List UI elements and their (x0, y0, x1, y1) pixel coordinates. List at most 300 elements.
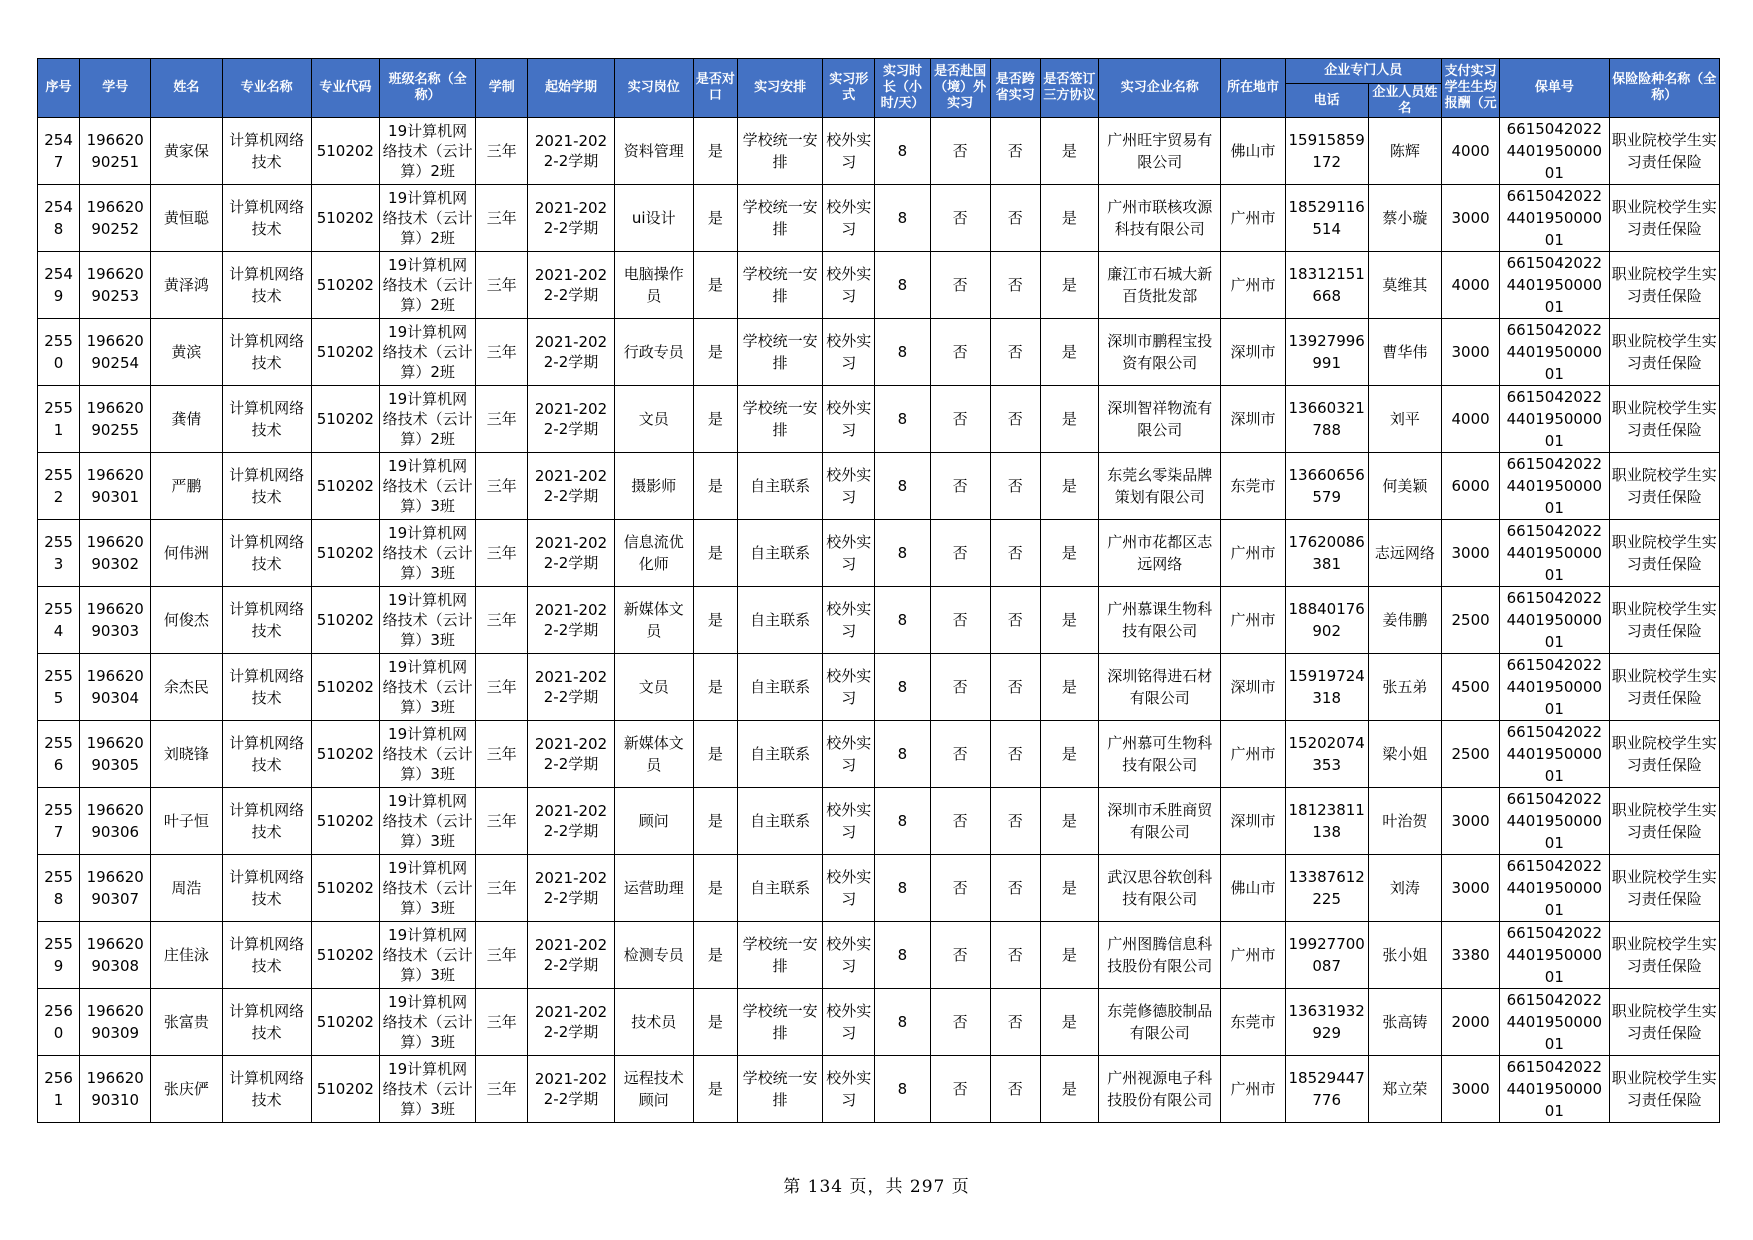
cell-abroad: 否 (930, 855, 990, 922)
cell-tripartite: 是 (1040, 185, 1098, 252)
cell-class-text: 19计算机网络技术（云计算）3班 (382, 524, 473, 582)
cell-company: 东莞幺零柒品牌策划有限公司 (1099, 453, 1221, 520)
cell-start-term (528, 319, 614, 386)
cell-student-id: 19662090301 (80, 453, 151, 520)
cell-position: 摄影师 (614, 453, 693, 520)
cell-major-code: 510202 (311, 185, 379, 252)
cell-major-code: 510202 (311, 587, 379, 654)
cell-insurance: 职业院校学生实习责任保险 (1609, 319, 1720, 386)
cell-contact-name: 郑立荣 (1368, 1056, 1441, 1123)
cell-class-text: 19计算机网络技术（云计算）2班 (382, 256, 473, 314)
cell-hours: 8 (875, 453, 930, 520)
cell-city: 广州市 (1221, 587, 1285, 654)
cell-company: 深圳智祥物流有限公司 (1099, 386, 1221, 453)
cell-form: 校外实习 (823, 989, 875, 1056)
cell-name: 庄佳泳 (151, 922, 222, 989)
cell-major: 计算机网络技术 (222, 1056, 311, 1123)
cell-tripartite: 是 (1040, 1056, 1098, 1123)
cell-class (379, 185, 475, 252)
cell-student-id: 19662090308 (80, 922, 151, 989)
cell-cross-province: 否 (990, 855, 1040, 922)
cell-name: 周浩 (151, 855, 222, 922)
cell-position: 行政专员 (614, 319, 693, 386)
table-row (38, 922, 1720, 989)
cell-start-term-text: 2021-2022-2学期 (534, 1070, 608, 1108)
cell-class-text: 19计算机网络技术（云计算）3班 (382, 591, 473, 649)
cell-position: 电脑操作员 (614, 252, 693, 319)
cell-hours: 8 (875, 386, 930, 453)
cell-student-id: 19662090305 (80, 721, 151, 788)
col-header-major-code: 专业代码 (311, 59, 379, 118)
cell-pay: 4500 (1442, 654, 1500, 721)
cell-matched: 是 (693, 587, 737, 654)
cell-contact-name: 莫维其 (1368, 252, 1441, 319)
cell-pay: 2500 (1442, 721, 1500, 788)
cell-abroad: 否 (930, 520, 990, 587)
cell-class (379, 654, 475, 721)
cell-hours: 8 (875, 252, 930, 319)
cell-start-term (528, 1056, 614, 1123)
cell-start-term-text: 2021-2022-2学期 (534, 936, 608, 974)
cell-cross-province: 否 (990, 989, 1040, 1056)
cell-position: 信息流优化师 (614, 520, 693, 587)
col-header-phone: 电话 (1285, 84, 1368, 118)
cell-position: 文员 (614, 386, 693, 453)
cell-matched: 是 (693, 185, 737, 252)
cell-class-text: 19计算机网络技术（云计算）3班 (382, 457, 473, 515)
cell-name: 严鹏 (151, 453, 222, 520)
cell-matched: 是 (693, 386, 737, 453)
cell-tripartite: 是 (1040, 319, 1098, 386)
cell-cross-province: 否 (990, 721, 1040, 788)
cell-abroad: 否 (930, 721, 990, 788)
cell-insurance: 职业院校学生实习责任保险 (1609, 989, 1720, 1056)
cell-seq: 2559 (38, 922, 80, 989)
cell-major: 计算机网络技术 (222, 118, 311, 185)
cell-cross-province: 否 (990, 922, 1040, 989)
cell-abroad: 否 (930, 252, 990, 319)
cell-insurance: 职业院校学生实习责任保险 (1609, 118, 1720, 185)
table-row (38, 185, 1720, 252)
cell-pay: 3000 (1442, 319, 1500, 386)
cell-seq: 2560 (38, 989, 80, 1056)
cell-contact-name: 蔡小璇 (1368, 185, 1441, 252)
cell-student-id: 19662090310 (80, 1056, 151, 1123)
cell-hours: 8 (875, 118, 930, 185)
cell-major: 计算机网络技术 (222, 788, 311, 855)
cell-duration: 三年 (476, 386, 528, 453)
cell-start-term (528, 989, 614, 1056)
table-header (38, 59, 1720, 118)
cell-tripartite: 是 (1040, 587, 1098, 654)
table-row (38, 989, 1720, 1056)
cell-pay: 4000 (1442, 252, 1500, 319)
table-row (38, 453, 1720, 520)
cell-name: 刘晓锋 (151, 721, 222, 788)
col-header-hours: 实习时长（小时/天） (875, 59, 930, 118)
cell-start-term-text: 2021-2022-2学期 (534, 735, 608, 773)
cell-company: 广州市联核攻源科技有限公司 (1099, 185, 1221, 252)
cell-start-term (528, 252, 614, 319)
cell-class (379, 922, 475, 989)
cell-student-id: 19662090309 (80, 989, 151, 1056)
cell-insurance: 职业院校学生实习责任保险 (1609, 788, 1720, 855)
table-row (38, 788, 1720, 855)
cell-arrangement: 自主联系 (737, 520, 822, 587)
cell-policy-no: 6615042022440195000001 (1500, 989, 1609, 1056)
cell-city: 广州市 (1221, 520, 1285, 587)
cell-start-term-text: 2021-2022-2学期 (534, 1003, 608, 1041)
cell-start-term-text: 2021-2022-2学期 (534, 467, 608, 505)
cell-insurance: 职业院校学生实习责任保险 (1609, 386, 1720, 453)
cell-policy-no: 6615042022440195000001 (1500, 252, 1609, 319)
cell-insurance: 职业院校学生实习责任保险 (1609, 855, 1720, 922)
cell-class (379, 252, 475, 319)
cell-student-id: 19662090252 (80, 185, 151, 252)
cell-city: 广州市 (1221, 252, 1285, 319)
cell-form: 校外实习 (823, 654, 875, 721)
cell-tripartite: 是 (1040, 654, 1098, 721)
col-header-start-term: 起始学期 (528, 59, 614, 118)
cell-policy-no: 6615042022440195000001 (1500, 788, 1609, 855)
cell-major-code: 510202 (311, 721, 379, 788)
cell-insurance: 职业院校学生实习责任保险 (1609, 654, 1720, 721)
cell-phone: 15202074353 (1285, 721, 1368, 788)
cell-pay: 3000 (1442, 185, 1500, 252)
col-header-duration: 学制 (476, 59, 528, 118)
cell-major-code: 510202 (311, 654, 379, 721)
cell-start-term (528, 118, 614, 185)
cell-matched: 是 (693, 922, 737, 989)
cell-contact-name: 张高铸 (1368, 989, 1441, 1056)
cell-policy-no: 6615042022440195000001 (1500, 386, 1609, 453)
cell-company: 东莞修德胶制品有限公司 (1099, 989, 1221, 1056)
cell-cross-province: 否 (990, 386, 1040, 453)
cell-position: 新媒体文员 (614, 721, 693, 788)
cell-name: 何俊杰 (151, 587, 222, 654)
cell-phone: 18840176902 (1285, 587, 1368, 654)
cell-hours: 8 (875, 788, 930, 855)
cell-major-code: 510202 (311, 788, 379, 855)
cell-major-code: 510202 (311, 319, 379, 386)
cell-city: 广州市 (1221, 922, 1285, 989)
cell-cross-province: 否 (990, 453, 1040, 520)
cell-name: 黄家保 (151, 118, 222, 185)
cell-start-term-text: 2021-2022-2学期 (534, 869, 608, 907)
cell-policy-no: 6615042022440195000001 (1500, 185, 1609, 252)
cell-tripartite: 是 (1040, 520, 1098, 587)
col-header-form: 实习形式 (823, 59, 875, 118)
cell-start-term (528, 520, 614, 587)
cell-company: 广州慕课生物科技有限公司 (1099, 587, 1221, 654)
cell-arrangement: 学校统一安排 (737, 1056, 822, 1123)
cell-pay: 3000 (1442, 1056, 1500, 1123)
cell-position: 远程技术顾问 (614, 1056, 693, 1123)
cell-duration: 三年 (476, 654, 528, 721)
cell-class (379, 721, 475, 788)
cell-form: 校外实习 (823, 185, 875, 252)
cell-abroad: 否 (930, 185, 990, 252)
cell-seq: 2555 (38, 654, 80, 721)
cell-major: 计算机网络技术 (222, 654, 311, 721)
table-row (38, 319, 1720, 386)
cell-name: 何伟洲 (151, 520, 222, 587)
col-header-tripartite: 是否签订三方协议 (1040, 59, 1098, 118)
cell-major: 计算机网络技术 (222, 721, 311, 788)
cell-cross-province: 否 (990, 185, 1040, 252)
cell-pay: 2500 (1442, 587, 1500, 654)
cell-start-term (528, 386, 614, 453)
cell-major-code: 510202 (311, 520, 379, 587)
cell-duration: 三年 (476, 1056, 528, 1123)
cell-matched: 是 (693, 855, 737, 922)
cell-policy-no: 6615042022440195000001 (1500, 721, 1609, 788)
cell-insurance: 职业院校学生实习责任保险 (1609, 252, 1720, 319)
cell-matched: 是 (693, 721, 737, 788)
cell-class (379, 453, 475, 520)
cell-phone: 13660656579 (1285, 453, 1368, 520)
cell-company: 广州旺宇贸易有限公司 (1099, 118, 1221, 185)
cell-abroad: 否 (930, 788, 990, 855)
cell-major: 计算机网络技术 (222, 453, 311, 520)
cell-class (379, 1056, 475, 1123)
cell-form: 校外实习 (823, 118, 875, 185)
cell-policy-no: 6615042022440195000001 (1500, 319, 1609, 386)
cell-start-term (528, 922, 614, 989)
cell-start-term-text: 2021-2022-2学期 (534, 132, 608, 170)
cell-form: 校外实习 (823, 922, 875, 989)
cell-class-text: 19计算机网络技术（云计算）3班 (382, 725, 473, 783)
cell-hours: 8 (875, 1056, 930, 1123)
cell-pay: 4000 (1442, 118, 1500, 185)
cell-contact-name: 叶治贺 (1368, 788, 1441, 855)
cell-seq: 2548 (38, 185, 80, 252)
cell-contact-name: 曹华伟 (1368, 319, 1441, 386)
cell-cross-province: 否 (990, 1056, 1040, 1123)
cell-contact-name: 志远网络 (1368, 520, 1441, 587)
cell-phone: 13660321788 (1285, 386, 1368, 453)
cell-student-id: 19662090253 (80, 252, 151, 319)
cell-policy-no: 6615042022440195000001 (1500, 453, 1609, 520)
cell-duration: 三年 (476, 855, 528, 922)
cell-contact-name: 张小姐 (1368, 922, 1441, 989)
cell-position: 资料管理 (614, 118, 693, 185)
cell-class-text: 19计算机网络技术（云计算）2班 (382, 323, 473, 381)
cell-form: 校外实习 (823, 520, 875, 587)
cell-phone: 13631932929 (1285, 989, 1368, 1056)
cell-arrangement: 自主联系 (737, 721, 822, 788)
cell-abroad: 否 (930, 118, 990, 185)
cell-city: 深圳市 (1221, 654, 1285, 721)
col-header-name: 姓名 (151, 59, 222, 118)
cell-student-id: 19662090254 (80, 319, 151, 386)
cell-phone: 13387612225 (1285, 855, 1368, 922)
cell-phone: 18123811138 (1285, 788, 1368, 855)
cell-arrangement: 自主联系 (737, 855, 822, 922)
cell-position: 技术员 (614, 989, 693, 1056)
cell-class-text: 19计算机网络技术（云计算）3班 (382, 1060, 473, 1118)
cell-start-term (528, 185, 614, 252)
cell-hours: 8 (875, 855, 930, 922)
cell-pay: 3000 (1442, 788, 1500, 855)
cell-major: 计算机网络技术 (222, 386, 311, 453)
table-row (38, 252, 1720, 319)
cell-major-code: 510202 (311, 989, 379, 1056)
cell-start-term-text: 2021-2022-2学期 (534, 601, 608, 639)
col-header-student-id: 学号 (80, 59, 151, 118)
cell-seq: 2554 (38, 587, 80, 654)
cell-insurance: 职业院校学生实习责任保险 (1609, 185, 1720, 252)
cell-abroad: 否 (930, 386, 990, 453)
cell-pay: 6000 (1442, 453, 1500, 520)
cell-contact-name: 陈辉 (1368, 118, 1441, 185)
cell-insurance: 职业院校学生实习责任保险 (1609, 721, 1720, 788)
cell-cross-province: 否 (990, 118, 1040, 185)
table-row (38, 855, 1720, 922)
cell-contact-name: 梁小姐 (1368, 721, 1441, 788)
cell-seq: 2553 (38, 520, 80, 587)
cell-student-id: 19662090306 (80, 788, 151, 855)
cell-duration: 三年 (476, 319, 528, 386)
cell-position: 文员 (614, 654, 693, 721)
cell-duration: 三年 (476, 989, 528, 1056)
cell-contact-name: 刘涛 (1368, 855, 1441, 922)
cell-class (379, 386, 475, 453)
cell-phone: 19927700087 (1285, 922, 1368, 989)
cell-hours: 8 (875, 922, 930, 989)
cell-tripartite: 是 (1040, 788, 1098, 855)
cell-phone: 18529116514 (1285, 185, 1368, 252)
cell-policy-no: 6615042022440195000001 (1500, 587, 1609, 654)
cell-position: 新媒体文员 (614, 587, 693, 654)
cell-seq: 2550 (38, 319, 80, 386)
cell-major-code: 510202 (311, 118, 379, 185)
cell-tripartite: 是 (1040, 252, 1098, 319)
cell-major: 计算机网络技术 (222, 185, 311, 252)
cell-company: 深圳铭得进石材有限公司 (1099, 654, 1221, 721)
cell-pay: 3000 (1442, 855, 1500, 922)
cell-company: 广州市花都区志远网络 (1099, 520, 1221, 587)
cell-class (379, 520, 475, 587)
cell-seq: 2549 (38, 252, 80, 319)
cell-form: 校外实习 (823, 855, 875, 922)
col-header-position: 实习岗位 (614, 59, 693, 118)
cell-major-code: 510202 (311, 1056, 379, 1123)
internship-table (37, 58, 1720, 1123)
cell-start-term (528, 654, 614, 721)
cell-hours: 8 (875, 587, 930, 654)
cell-form: 校外实习 (823, 319, 875, 386)
cell-city: 广州市 (1221, 1056, 1285, 1123)
col-header-contact-name: 企业人员姓名 (1368, 84, 1441, 118)
cell-major: 计算机网络技术 (222, 922, 311, 989)
cell-policy-no: 6615042022440195000001 (1500, 654, 1609, 721)
cell-major: 计算机网络技术 (222, 855, 311, 922)
cell-hours: 8 (875, 185, 930, 252)
cell-student-id: 19662090255 (80, 386, 151, 453)
cell-hours: 8 (875, 520, 930, 587)
cell-insurance: 职业院校学生实习责任保险 (1609, 520, 1720, 587)
cell-major-code: 510202 (311, 922, 379, 989)
cell-arrangement: 学校统一安排 (737, 319, 822, 386)
cell-class (379, 319, 475, 386)
cell-form: 校外实习 (823, 587, 875, 654)
cell-abroad: 否 (930, 319, 990, 386)
cell-start-term-text: 2021-2022-2学期 (534, 534, 608, 572)
cell-pay: 3380 (1442, 922, 1500, 989)
cell-class (379, 587, 475, 654)
cell-major: 计算机网络技术 (222, 587, 311, 654)
cell-matched: 是 (693, 118, 737, 185)
cell-name: 张富贵 (151, 989, 222, 1056)
cell-company: 武汉思谷软创科技有限公司 (1099, 855, 1221, 922)
cell-class (379, 118, 475, 185)
cell-student-id: 19662090302 (80, 520, 151, 587)
cell-pay: 2000 (1442, 989, 1500, 1056)
col-header-policy-no: 保单号 (1500, 59, 1609, 118)
cell-cross-province: 否 (990, 587, 1040, 654)
cell-hours: 8 (875, 654, 930, 721)
cell-start-term-text: 2021-2022-2学期 (534, 199, 608, 237)
cell-duration: 三年 (476, 118, 528, 185)
cell-start-term (528, 788, 614, 855)
cell-matched: 是 (693, 1056, 737, 1123)
cell-student-id: 19662090251 (80, 118, 151, 185)
cell-insurance: 职业院校学生实习责任保险 (1609, 922, 1720, 989)
cell-major: 计算机网络技术 (222, 520, 311, 587)
cell-class-text: 19计算机网络技术（云计算）2班 (382, 390, 473, 448)
cell-form: 校外实习 (823, 1056, 875, 1123)
cell-class (379, 788, 475, 855)
cell-arrangement: 学校统一安排 (737, 185, 822, 252)
cell-matched: 是 (693, 453, 737, 520)
cell-duration: 三年 (476, 587, 528, 654)
cell-abroad: 否 (930, 654, 990, 721)
cell-student-id: 19662090307 (80, 855, 151, 922)
col-header-city: 所在地市 (1221, 59, 1285, 118)
cell-tripartite: 是 (1040, 922, 1098, 989)
cell-phone: 15915859172 (1285, 118, 1368, 185)
cell-company: 深圳市鹏程宝投资有限公司 (1099, 319, 1221, 386)
cell-contact-name: 张五弟 (1368, 654, 1441, 721)
cell-matched: 是 (693, 989, 737, 1056)
cell-cross-province: 否 (990, 252, 1040, 319)
cell-start-term (528, 721, 614, 788)
cell-contact-name: 何美颖 (1368, 453, 1441, 520)
cell-tripartite: 是 (1040, 721, 1098, 788)
cell-arrangement: 学校统一安排 (737, 989, 822, 1056)
cell-name: 黄泽鸿 (151, 252, 222, 319)
cell-start-term-text: 2021-2022-2学期 (534, 668, 608, 706)
cell-hours: 8 (875, 989, 930, 1056)
cell-phone: 18312151668 (1285, 252, 1368, 319)
cell-start-term (528, 587, 614, 654)
cell-duration: 三年 (476, 252, 528, 319)
cell-hours: 8 (875, 319, 930, 386)
col-header-pay: 支付实习学生生均报酬（元 (1442, 59, 1500, 118)
page-footer: 第 134 页，共 297 页 (783, 1177, 970, 1197)
cell-city: 深圳市 (1221, 386, 1285, 453)
cell-seq: 2552 (38, 453, 80, 520)
cell-name: 黄滨 (151, 319, 222, 386)
cell-cross-province: 否 (990, 520, 1040, 587)
cell-start-term-text: 2021-2022-2学期 (534, 802, 608, 840)
cell-class-text: 19计算机网络技术（云计算）2班 (382, 122, 473, 180)
cell-abroad: 否 (930, 587, 990, 654)
cell-city: 广州市 (1221, 185, 1285, 252)
cell-class-text: 19计算机网络技术（云计算）2班 (382, 189, 473, 247)
cell-name: 叶子恒 (151, 788, 222, 855)
